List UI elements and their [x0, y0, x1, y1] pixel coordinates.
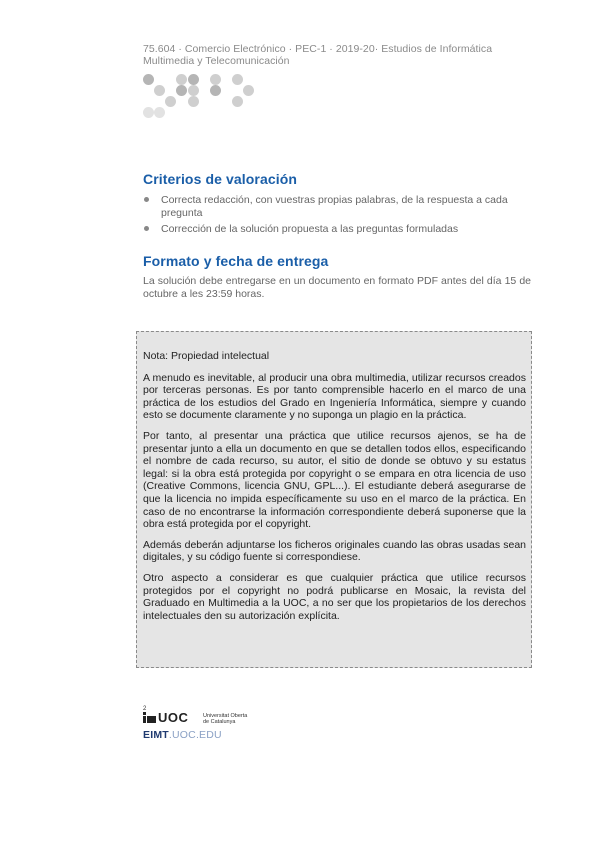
- section-title-criterios: Criterios de valoración: [143, 171, 298, 187]
- list-item: [143, 223, 533, 236]
- document-header: 75.604 · Comercio Electrónico · PEC-1 · 2019-20· Estudios de Informática Multimedia y Telecomunicación: [143, 43, 493, 67]
- eimt-domain: .UOC.EDU: [168, 729, 222, 741]
- note-title: Nota: Propiedad intelectual: [143, 350, 270, 362]
- bullet-icon: [144, 226, 149, 231]
- university-line: de Catalunya: [203, 719, 236, 725]
- note-paragraph: Además deberán adjuntarse los ficheros originales cuando las obras usadas sean digitales, y su código fuente si correspondiese.: [143, 538, 526, 564]
- note-paragraph: Por tanto, al presentar una práctica que utilice recursos ajenos, se ha de presentar junto a ella un documento en que se detallen todos ellos, especificando el nombre de cada recurso, su autor, el sitio de donde se obtuvo y su estatus legal: si la obra está protegida por copyright o se empara en otra licencia de uso (Creative Commons, licencia GNU, GPL...). El estudiante deberá asegurarse de que la licencia no impida específicamente su uso en el marco de la práctica. En caso de no encontrarse la información correspondiente deberá suponerse que la obra está protegida por el copyright.: [143, 429, 526, 531]
- university-line: Universitat Oberta: [203, 713, 248, 719]
- decorative-dots: [141, 72, 261, 120]
- bullet-icon: [144, 197, 149, 202]
- footer: [143, 706, 263, 746]
- list-item-text: Corrección de la solución propuesta a las preguntas formuladas: [161, 223, 459, 235]
- intellectual-property-note: [136, 331, 532, 668]
- section-title-formato: Formato y fecha de entrega: [143, 253, 329, 269]
- uoc-logo-icon: [143, 712, 156, 723]
- note-paragraph: A menudo es inevitable, al producir una obra multimedia, utilizar recursos creados por terceras personas. Es por tanto comprensible hacerlo en el marco de una práctica de los estudios del Grado en Ingeniería Informática, siempre y cuando esto se documente claramente y no suponga un plagio en la práctica.: [143, 371, 526, 422]
- page-number: 2: [143, 706, 147, 712]
- eimt-brand: EIMT: [143, 729, 169, 741]
- list-item: [143, 194, 533, 219]
- list-item-text: Correcta redacción, con vuestras propias palabras, de la respuesta a cada pregunta: [161, 194, 508, 219]
- eimt-logo: [143, 729, 222, 741]
- note-paragraph: Otro aspecto a considerar es que cualquier práctica que utilice recursos protegidos por el copyright no podrá publicarse en Mosaic, la revista del Graduado en Multimedia a la UOC, a no ser que los propietarios de los derechos intelectuales den su autorización explícita.: [143, 571, 526, 622]
- uoc-logo-text: UOC: [158, 710, 189, 725]
- criterios-list: [143, 194, 533, 240]
- university-name: [203, 713, 263, 725]
- formato-paragraph: La solución debe entregarse en un documento en formato PDF antes del día 15 de octubre a les 23:59 horas.: [143, 275, 531, 300]
